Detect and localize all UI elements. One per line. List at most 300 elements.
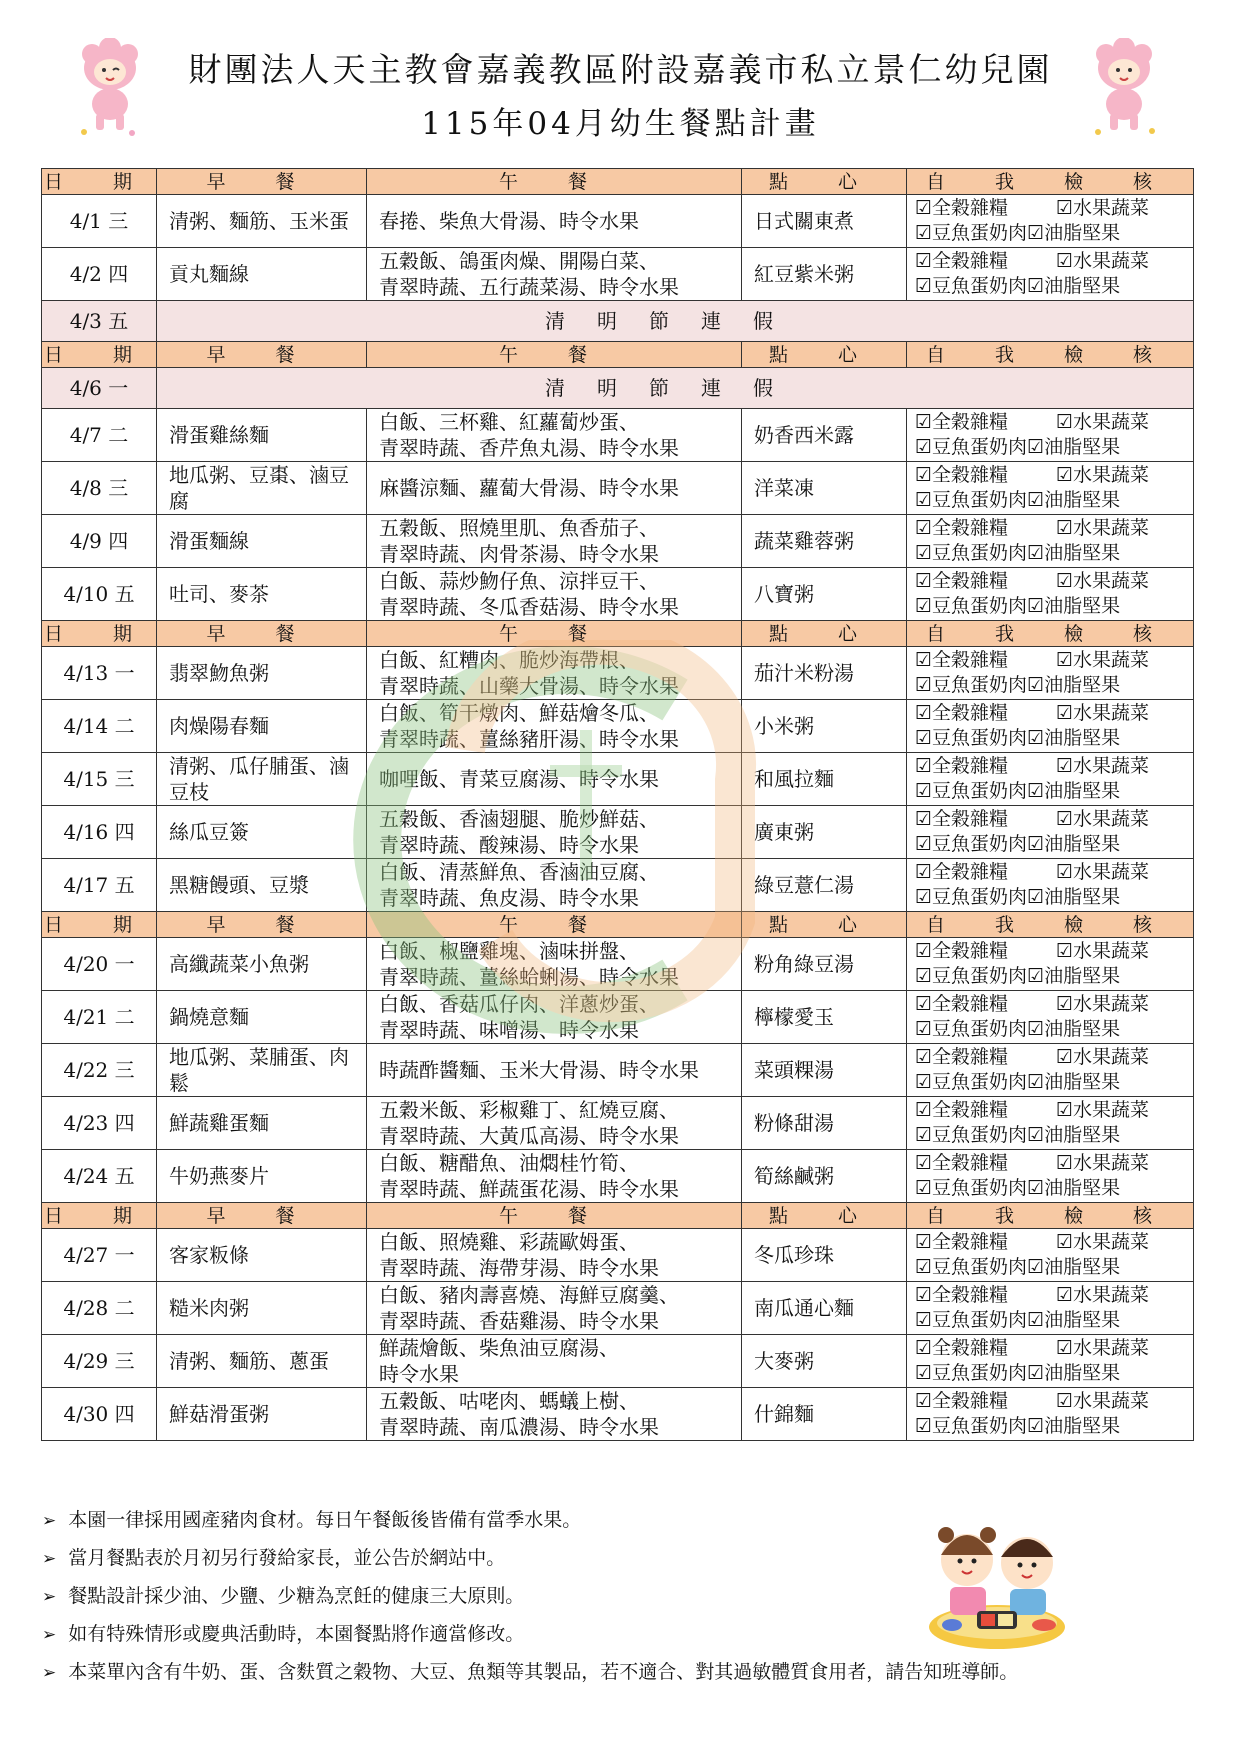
lunch-line: 青翠時蔬、南瓜濃湯、時令水果 (379, 1415, 659, 1439)
breakfast-cell: 貢丸麵線 (157, 248, 367, 301)
col-header-breakfast: 早 餐 (157, 621, 367, 647)
checked-box-icon: ☑ (1027, 886, 1045, 908)
check-item-label: 全穀雜糧 (932, 464, 1009, 486)
menu-row (42, 1044, 1194, 1097)
check-item-label: 全穀雜糧 (932, 570, 1009, 592)
check-item (1056, 516, 1149, 541)
check-line (915, 726, 1185, 751)
date-cell: 4/7 二 (42, 409, 157, 462)
checked-box-icon: ☑ (915, 1071, 933, 1093)
menu-row (42, 647, 1194, 700)
check-item-label: 全穀雜糧 (932, 808, 1009, 830)
check-item-label: 水果蔬菜 (1073, 411, 1150, 433)
check-item (915, 1123, 1027, 1148)
checked-box-icon: ☑ (1027, 595, 1045, 617)
self-check-cell (907, 1097, 1194, 1150)
lunch-line: 青翠時蔬、薑絲蛤蜊湯、時令水果 (379, 965, 679, 989)
date-cell: 4/29 三 (42, 1335, 157, 1388)
column-header-row (42, 621, 1194, 647)
snack-cell: 筍絲鹹粥 (742, 1150, 907, 1203)
self-check-cell (907, 515, 1194, 568)
lunch-line: 白飯、清蒸鮮魚、香滷油豆腐、 (379, 860, 659, 884)
checked-box-icon: ☑ (915, 808, 933, 830)
arrow-bullet-icon: ➢ (42, 1549, 57, 1569)
check-item-label: 全穀雜糧 (932, 197, 1009, 219)
check-item (915, 939, 1056, 964)
check-item (915, 516, 1056, 541)
lunch-line: 青翠時蔬、五行蔬菜湯、時令水果 (379, 275, 679, 299)
col-header-date: 日 期 (42, 342, 157, 368)
date-cell: 4/21 二 (42, 991, 157, 1044)
check-item-label: 水果蔬菜 (1073, 517, 1150, 539)
check-item-label: 豆魚蛋奶肉 (932, 1309, 1028, 1331)
breakfast-cell: 鮮菇滑蛋粥 (157, 1388, 367, 1441)
checked-box-icon: ☑ (915, 464, 933, 486)
breakfast-cell: 清粥、麵筋、蔥蛋 (157, 1335, 367, 1388)
lunch-cell (367, 515, 742, 568)
check-line (915, 673, 1185, 698)
check-line (915, 463, 1185, 488)
check-item (1027, 1017, 1120, 1042)
check-item (1056, 860, 1149, 885)
self-check-cell (907, 568, 1194, 621)
lunch-cell (367, 700, 742, 753)
check-line (915, 1414, 1185, 1439)
check-item (1056, 807, 1149, 832)
check-item (915, 541, 1027, 566)
check-item (1056, 1230, 1149, 1255)
date-cell: 4/1 三 (42, 195, 157, 248)
checked-box-icon: ☑ (1027, 780, 1045, 802)
checked-box-icon: ☑ (915, 1124, 933, 1146)
check-line (915, 274, 1185, 299)
check-item-label: 全穀雜糧 (932, 250, 1009, 272)
check-line (915, 1361, 1185, 1386)
check-item-label: 油脂堅果 (1044, 965, 1121, 987)
breakfast-cell: 翡翠魩魚粥 (157, 647, 367, 700)
self-check-cell (907, 753, 1194, 806)
check-item (915, 992, 1056, 1017)
col-header-lunch: 午 餐 (367, 169, 742, 195)
checked-box-icon: ☑ (915, 1046, 933, 1068)
check-item (1056, 463, 1149, 488)
page-subtitle: 115年04月幼生餐點計畫 (421, 106, 820, 142)
check-item (915, 1283, 1056, 1308)
check-item-label: 全穀雜糧 (932, 1284, 1009, 1306)
lunch-line: 青翠時蔬、香菇雞湯、時令水果 (379, 1309, 659, 1333)
check-item (1056, 196, 1149, 221)
lunch-line: 青翠時蔬、薑絲豬肝湯、時令水果 (379, 727, 679, 751)
check-item-label: 油脂堅果 (1044, 542, 1121, 564)
check-item-label: 水果蔬菜 (1073, 1099, 1150, 1121)
check-item-label: 全穀雜糧 (932, 1231, 1009, 1253)
check-line (915, 701, 1185, 726)
check-item-label: 豆魚蛋奶肉 (932, 886, 1028, 908)
check-item (1056, 410, 1149, 435)
self-check-cell (907, 1335, 1194, 1388)
check-item-label: 油脂堅果 (1044, 780, 1121, 802)
snack-cell: 小米粥 (742, 700, 907, 753)
checked-box-icon: ☑ (1027, 436, 1045, 458)
check-item (915, 964, 1027, 989)
checked-box-icon: ☑ (915, 250, 933, 272)
check-line (915, 807, 1185, 832)
check-line (915, 249, 1185, 274)
lunch-line: 五穀飯、咕咾肉、螞蟻上樹、 (379, 1389, 639, 1413)
check-item-label: 全穀雜糧 (932, 1152, 1009, 1174)
checked-box-icon: ☑ (915, 993, 933, 1015)
check-item (1056, 569, 1149, 594)
check-item-label: 油脂堅果 (1044, 727, 1121, 749)
col-header-date: 日 期 (42, 912, 157, 938)
lunch-cell (367, 1388, 742, 1441)
breakfast-cell: 吐司、麥茶 (157, 568, 367, 621)
col-header-snack: 點 心 (742, 169, 907, 195)
date-cell: 4/23 四 (42, 1097, 157, 1150)
lunch-line: 青翠時蔬、山藥大骨湯、時令水果 (379, 674, 679, 698)
check-item (915, 1098, 1056, 1123)
lunch-line: 白飯、三杯雞、紅蘿蔔炒蛋、 (379, 410, 639, 434)
date-cell: 4/24 五 (42, 1150, 157, 1203)
lunch-cell (367, 568, 742, 621)
check-item (915, 196, 1056, 221)
check-item (915, 701, 1056, 726)
lunch-line: 五穀米飯、彩椒雞丁、紅燒豆腐、 (379, 1098, 679, 1122)
check-line (915, 435, 1185, 460)
checked-box-icon: ☑ (915, 1337, 933, 1359)
lunch-cell (367, 859, 742, 912)
check-line (915, 964, 1185, 989)
holiday-row (42, 368, 1194, 409)
checked-box-icon: ☑ (915, 702, 933, 724)
check-line (915, 1176, 1185, 1201)
check-line (915, 1098, 1185, 1123)
check-line (915, 1336, 1185, 1361)
col-header-breakfast: 早 餐 (157, 169, 367, 195)
check-item (1056, 1045, 1149, 1070)
checked-box-icon: ☑ (915, 542, 933, 564)
note-text: 餐點設計採少油、少鹽、少糖為烹飪的健康三大原則。 (68, 1585, 525, 1607)
snack-cell: 紅豆紫米粥 (742, 248, 907, 301)
lunch-line: 時蔬酢醬麵、玉米大骨湯、時令水果 (379, 1058, 699, 1082)
check-item-label: 豆魚蛋奶肉 (932, 1256, 1028, 1278)
menu-row (42, 409, 1194, 462)
check-item (1056, 939, 1149, 964)
check-item (1027, 221, 1120, 246)
date-cell: 4/20 一 (42, 938, 157, 991)
check-item-label: 全穀雜糧 (932, 940, 1009, 962)
lunch-cell (367, 1282, 742, 1335)
checked-box-icon: ☑ (915, 886, 933, 908)
check-item (915, 221, 1027, 246)
breakfast-cell: 客家粄條 (157, 1229, 367, 1282)
lunch-cell (367, 1335, 742, 1388)
checked-box-icon: ☑ (1056, 411, 1074, 433)
checked-box-icon: ☑ (1056, 1390, 1074, 1412)
checked-box-icon: ☑ (1027, 965, 1045, 987)
check-item (915, 1361, 1027, 1386)
lunch-cell (367, 462, 742, 515)
lunch-line: 青翠時蔬、肉骨茶湯、時令水果 (379, 542, 659, 566)
checked-box-icon: ☑ (1056, 464, 1074, 486)
checked-box-icon: ☑ (1027, 275, 1045, 297)
self-check-cell (907, 248, 1194, 301)
checked-box-icon: ☑ (915, 965, 933, 987)
check-item (1027, 1361, 1120, 1386)
col-header-date: 日 期 (42, 169, 157, 195)
check-line (915, 221, 1185, 246)
lunch-line: 白飯、紅糟肉、脆炒海帶根、 (379, 648, 639, 672)
check-item (915, 1045, 1056, 1070)
checked-box-icon: ☑ (915, 1415, 933, 1437)
check-item (1056, 1389, 1149, 1414)
lunch-cell (367, 753, 742, 806)
checked-box-icon: ☑ (915, 1284, 933, 1306)
checked-box-icon: ☑ (1056, 861, 1074, 883)
checked-box-icon: ☑ (1056, 250, 1074, 272)
check-line (915, 1045, 1185, 1070)
check-line (915, 488, 1185, 513)
check-item-label: 豆魚蛋奶肉 (932, 1018, 1028, 1040)
lunch-cell (367, 409, 742, 462)
checked-box-icon: ☑ (915, 517, 933, 539)
checked-box-icon: ☑ (1027, 1256, 1045, 1278)
check-item (915, 832, 1027, 857)
check-item-label: 豆魚蛋奶肉 (932, 595, 1028, 617)
check-item-label: 全穀雜糧 (932, 993, 1009, 1015)
check-item (915, 1414, 1027, 1439)
menu-row (42, 195, 1194, 248)
check-item-label: 油脂堅果 (1044, 222, 1121, 244)
check-item (1027, 1414, 1120, 1439)
checked-box-icon: ☑ (915, 436, 933, 458)
checked-box-icon: ☑ (1027, 542, 1045, 564)
lunch-cell (367, 1229, 742, 1282)
check-item-label: 水果蔬菜 (1073, 861, 1150, 883)
check-item-label: 豆魚蛋奶肉 (932, 1177, 1028, 1199)
breakfast-cell: 滑蛋雞絲麵 (157, 409, 367, 462)
snack-cell: 冬瓜珍珠 (742, 1229, 907, 1282)
lunch-cell (367, 1150, 742, 1203)
snack-cell: 菜頭粿湯 (742, 1044, 907, 1097)
checked-box-icon: ☑ (915, 1018, 933, 1040)
col-header-breakfast: 早 餐 (157, 342, 367, 368)
check-item-label: 水果蔬菜 (1073, 755, 1150, 777)
col-header-check: 自 我 檢 核 (907, 1203, 1194, 1229)
check-item-label: 豆魚蛋奶肉 (932, 1415, 1028, 1437)
note-item (42, 1578, 1018, 1616)
checked-box-icon: ☑ (1056, 808, 1074, 830)
check-item-label: 油脂堅果 (1044, 886, 1121, 908)
check-item-label: 水果蔬菜 (1073, 940, 1150, 962)
check-item-label: 水果蔬菜 (1073, 250, 1150, 272)
self-check-cell (907, 806, 1194, 859)
menu-row (42, 700, 1194, 753)
menu-row (42, 1150, 1194, 1203)
check-item (1027, 885, 1120, 910)
col-header-date: 日 期 (42, 621, 157, 647)
checked-box-icon: ☑ (915, 755, 933, 777)
check-item (915, 673, 1027, 698)
breakfast-cell: 鮮蔬雞蛋麵 (157, 1097, 367, 1150)
date-cell: 4/17 五 (42, 859, 157, 912)
checked-box-icon: ☑ (915, 1390, 933, 1412)
checked-box-icon: ☑ (1027, 727, 1045, 749)
check-item-label: 水果蔬菜 (1073, 1390, 1150, 1412)
check-item-label: 水果蔬菜 (1073, 808, 1150, 830)
menu-row (42, 1097, 1194, 1150)
checked-box-icon: ☑ (915, 197, 933, 219)
lunch-cell (367, 806, 742, 859)
check-line (915, 1151, 1185, 1176)
snack-cell: 茄汁米粉湯 (742, 647, 907, 700)
col-header-check: 自 我 檢 核 (907, 912, 1194, 938)
check-item (915, 1389, 1056, 1414)
check-item (915, 249, 1056, 274)
lunch-line: 咖哩飯、青菜豆腐湯、時令水果 (379, 767, 659, 791)
breakfast-cell: 糙米肉粥 (157, 1282, 367, 1335)
column-header-row (42, 169, 1194, 195)
check-line (915, 1123, 1185, 1148)
check-item-label: 全穀雜糧 (932, 1099, 1009, 1121)
checked-box-icon: ☑ (1027, 1309, 1045, 1331)
lunch-line: 鮮蔬燴飯、柴魚油豆腐湯、 (379, 1336, 619, 1360)
check-item-label: 油脂堅果 (1044, 275, 1121, 297)
check-item-label: 豆魚蛋奶肉 (932, 727, 1028, 749)
check-item (1056, 1098, 1149, 1123)
snack-cell: 日式關東煮 (742, 195, 907, 248)
check-item (915, 274, 1027, 299)
check-item-label: 水果蔬菜 (1073, 1152, 1150, 1174)
kids-eating-icon (922, 1505, 1072, 1655)
checked-box-icon: ☑ (1027, 1124, 1045, 1146)
snack-cell: 粉角綠豆湯 (742, 938, 907, 991)
check-item-label: 油脂堅果 (1044, 1124, 1121, 1146)
check-item-label: 油脂堅果 (1044, 1362, 1121, 1384)
check-item-label: 全穀雜糧 (932, 1390, 1009, 1412)
lunch-line: 白飯、香菇瓜仔肉、洋蔥炒蛋、 (379, 992, 659, 1016)
check-item-label: 油脂堅果 (1044, 436, 1121, 458)
check-item (1056, 754, 1149, 779)
col-header-check: 自 我 檢 核 (907, 621, 1194, 647)
check-item (915, 1230, 1056, 1255)
checked-box-icon: ☑ (915, 1362, 933, 1384)
check-item-label: 水果蔬菜 (1073, 1231, 1150, 1253)
col-header-check: 自 我 檢 核 (907, 342, 1194, 368)
check-item (1056, 249, 1149, 274)
check-item (1027, 1308, 1120, 1333)
lunch-line: 青翠時蔬、味噌湯、時令水果 (379, 1018, 639, 1042)
breakfast-cell: 高纖蔬菜小魚粥 (157, 938, 367, 991)
checked-box-icon: ☑ (1027, 1362, 1045, 1384)
date-cell: 4/3 五 (42, 301, 157, 342)
check-item (1056, 1336, 1149, 1361)
check-item (1027, 488, 1120, 513)
check-item (1027, 832, 1120, 857)
checked-box-icon: ☑ (915, 1231, 933, 1253)
snack-cell: 洋菜凍 (742, 462, 907, 515)
checked-box-icon: ☑ (1027, 222, 1045, 244)
check-line (915, 754, 1185, 779)
lunch-cell (367, 938, 742, 991)
col-header-snack: 點 心 (742, 621, 907, 647)
date-cell: 4/6 一 (42, 368, 157, 409)
breakfast-cell: 地瓜粥、豆棗、滷豆腐 (157, 462, 367, 515)
check-line (915, 594, 1185, 619)
menu-row (42, 568, 1194, 621)
checked-box-icon: ☑ (1056, 517, 1074, 539)
self-check-cell (907, 991, 1194, 1044)
menu-row (42, 462, 1194, 515)
checked-box-icon: ☑ (915, 649, 933, 671)
breakfast-cell: 地瓜粥、菜脯蛋、肉鬆 (157, 1044, 367, 1097)
check-item (1027, 435, 1120, 460)
lunch-cell (367, 195, 742, 248)
note-text: 如有特殊情形或慶典活動時，本園餐點將作適當修改。 (68, 1623, 525, 1645)
note-text: 本園一律採用國產豬肉食材。每日午餐飯後皆備有當季水果。 (68, 1509, 582, 1531)
lunch-line: 五穀飯、香滷翅腿、脆炒鮮菇、 (379, 807, 659, 831)
check-item-label: 豆魚蛋奶肉 (932, 833, 1028, 855)
lunch-line: 春捲、柴魚大骨湯、時令水果 (379, 209, 639, 233)
check-line (915, 939, 1185, 964)
check-item-label: 全穀雜糧 (932, 1337, 1009, 1359)
self-check-cell (907, 1388, 1194, 1441)
breakfast-cell: 牛奶燕麥片 (157, 1150, 367, 1203)
checked-box-icon: ☑ (1056, 1284, 1074, 1306)
check-item (915, 1308, 1027, 1333)
check-item (1027, 964, 1120, 989)
check-item (915, 1176, 1027, 1201)
date-cell: 4/14 二 (42, 700, 157, 753)
self-check-cell (907, 1229, 1194, 1282)
menu-row (42, 248, 1194, 301)
check-item-label: 全穀雜糧 (932, 649, 1009, 671)
checked-box-icon: ☑ (1056, 649, 1074, 671)
check-item-label: 豆魚蛋奶肉 (932, 222, 1028, 244)
snack-cell: 八寶粥 (742, 568, 907, 621)
check-line (915, 1308, 1185, 1333)
checked-box-icon: ☑ (915, 595, 933, 617)
check-item-label: 豆魚蛋奶肉 (932, 275, 1028, 297)
checked-box-icon: ☑ (1056, 197, 1074, 219)
check-item (1027, 673, 1120, 698)
menu-row (42, 1335, 1194, 1388)
lunch-line: 青翠時蔬、大黃瓜高湯、時令水果 (379, 1124, 679, 1148)
lunch-line: 白飯、照燒雞、彩蔬歐姆蛋、 (379, 1230, 639, 1254)
check-item (1056, 1283, 1149, 1308)
breakfast-cell: 滑蛋麵線 (157, 515, 367, 568)
col-header-breakfast: 早 餐 (157, 912, 367, 938)
check-line (915, 541, 1185, 566)
self-check-cell (907, 859, 1194, 912)
checked-box-icon: ☑ (915, 780, 933, 802)
check-item-label: 全穀雜糧 (932, 517, 1009, 539)
col-header-lunch: 午 餐 (367, 342, 742, 368)
check-item-label: 水果蔬菜 (1073, 1284, 1150, 1306)
check-item-label: 油脂堅果 (1044, 1309, 1121, 1331)
check-line (915, 569, 1185, 594)
date-cell: 4/22 三 (42, 1044, 157, 1097)
lunch-line: 青翠時蔬、魚皮湯、時令水果 (379, 886, 639, 910)
check-item (1027, 1123, 1120, 1148)
self-check-cell (907, 700, 1194, 753)
self-check-cell (907, 1044, 1194, 1097)
checked-box-icon: ☑ (915, 727, 933, 749)
checked-box-icon: ☑ (915, 1099, 933, 1121)
check-item-label: 油脂堅果 (1044, 674, 1121, 696)
holiday-label: 清明節連假 (157, 301, 1194, 342)
check-item-label: 豆魚蛋奶肉 (932, 1071, 1028, 1093)
